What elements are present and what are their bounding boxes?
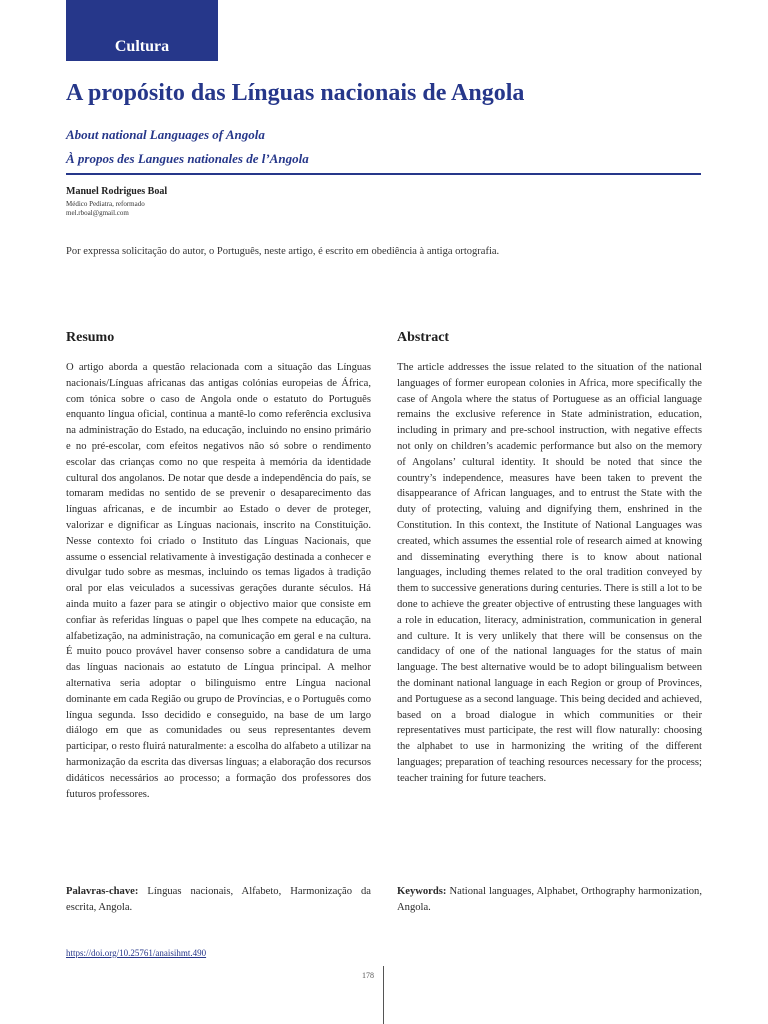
resumo-keywords — [66, 884, 371, 916]
author-affiliation: Médico Pediatra, reformado — [66, 200, 145, 208]
author-name: Manuel Rodrigues Boal — [66, 186, 168, 197]
section-label: Cultura — [114, 38, 170, 55]
title-divider — [66, 173, 701, 175]
abstract-keywords-list: National languages, Alphabet, Orthography harmonization, Angola. — [397, 886, 702, 913]
abstract-heading: Abstract — [397, 330, 450, 345]
resumo-keywords-label: Palavras-chave: — [66, 886, 139, 897]
section-tab — [66, 0, 218, 61]
article-title-french: À propos des Langues nationales de l’Angola — [66, 151, 309, 166]
abstract-keywords — [397, 884, 702, 916]
abstract-text: The article addresses the issue related to the situation of the national languages of former european colonies in Africa, more specifically the case of Angola where the status of Portuguese as an official language remains the exclusive reference in State administration, education, including in primary and pre-school instruction, with negative effects not only on children’s academic performance but also on the memory of Angolans’ cultural identity. It should be noted that since the country’s independence, measures have been taken to prevent the disappearance of African languages, and to entrust the State with the duty of protecting, valuing and dignifying them, enshrined in the Constitution. In this context, the Institute of National Languages was created, which assumes the essential role of research aimed at knowing and disseminating everything there is to know about national languages, including themes related to the oral tradition conveyed by them to successive generations during centuries. There is still a lot to be done to achieve the greater objective of entrusting these languages with a role in education, literacy, administration, communication in general and culture. It is very unlikely that there will be consensus on the candidacy of one of the national languages for the status of main language. The best alternative would be to adopt bilingualism between the dominant national language in each Region or group of Provinces, and Portuguese as a second language. This being decided and achieved, based on a broad dialogue in which communities or their representatives must participate, the rest will flow naturally: choosing the alphabet to use in harmonizing the writing of the different languages; preparation of teaching resources necessary for the process; teacher training for future teachers. — [397, 362, 702, 784]
article-title-english: About national Languages of Angola — [66, 127, 265, 142]
resumo-text: O artigo aborda a questão relacionada com a situação das Línguas nacionais/Línguas africanas das antigas colónias europeias de África, com tónica sobre o caso de Angola onde o estatuto do Português enquanto língua oficial, continua a mantê-lo como referência exclusiva na administração do Estado, na educação, incluindo no ensino primário e no pré-escolar, com efeitos negativos não só sobre o rendimento escolar das crianças como no que respeita à memória da identidade cultural dos angolanos. De notar que desde a independência do país, se tomaram medidas no sentido de se prevenir o desaparecimento das línguas africanas, e de incumbir ao Estado o dever de proteger, valorizar e dignificar as Línguas nacionais, inscrito na Constituição. Nesse contexto foi criado o Instituto das Línguas Nacionais, que assume o essencial relativamente à investigação destinada a conhecer e divulgar tudo sobre as mesmas, incluindo os temas ligados à tradição oral por elas veiculados a sucessivas gerações durante séculos. Há ainda muito a fazer para se atingir o objectivo maior que consiste em confiar às referidas línguas o papel que lhes compete na educação, na alfabetização, na administração, na comunicação em geral e na cultura. É muito pouco provável haver consenso sobre a candidatura de uma das línguas nacionais ao estatuto de Língua principal. A melhor alternativa seria adoptar o bilinguismo entre Língua nacional dominante em cada Região ou grupo de Províncias, e o Português como língua segunda. Isso decidido e conseguido, na base de um largo diálogo em que as comunidades ou seus representantes devem participar, o resto fluirá naturalmente: a escolha do alfabeto a utilizar na harmonização da escrita das diversas línguas; a elaboração dos recursos didáticos necessários ao processo; a formação dos professores dos futuros professores. — [66, 362, 371, 800]
article-title: A propósito das Línguas nacionais de Angola — [66, 80, 525, 106]
abstract-keywords-label: Keywords: — [397, 886, 447, 897]
page-number: 178 — [362, 971, 374, 980]
orthography-note: Por expressa solicitação do autor, o Português, neste artigo, é escrito em obediência à antiga ortografia. — [66, 246, 500, 257]
resumo-keywords-list: Línguas nacionais, Alfabeto, Harmonização da escrita, Angola. — [66, 886, 371, 913]
doi-link[interactable]: https://doi.org/10.25761/anaisihmt.490 — [66, 948, 207, 958]
author-email[interactable]: mel.rboal@gmail.com — [66, 209, 129, 217]
footer-divider — [383, 966, 384, 1024]
resumo-heading: Resumo — [66, 330, 115, 345]
